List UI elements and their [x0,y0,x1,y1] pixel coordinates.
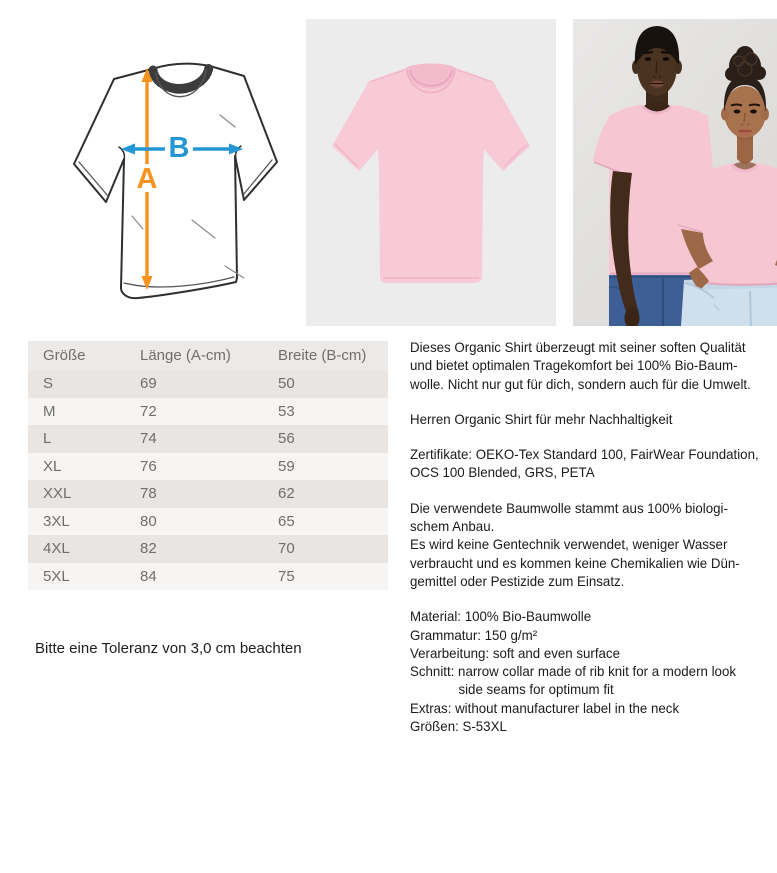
description-line: Zertifikate: OEKO-Tex Standard 100, FairWear Foundation, [410,446,759,463]
description-line: Verarbeitung: soft and even surface [410,644,620,661]
description-line: Grammatur: 150 g/m² [410,626,538,643]
description-line: Schnitt: narrow collar made of rib knit for a modern look [410,663,736,680]
size-table-header-row [28,341,388,370]
width-cell: 62 [278,485,295,503]
size-cell: M [43,402,56,420]
length-cell: 69 [140,375,157,393]
width-cell: 50 [278,375,295,393]
width-cell: 53 [278,402,295,420]
description-line: Material: 100% Bio-Baumwolle [410,608,592,625]
label-b: B [168,132,190,164]
description-line: Herren Organic Shirt für mehr Nachhaltigkeit [410,410,673,427]
size-cell: S [43,375,54,393]
width-cell: 59 [278,457,295,475]
tolerance-note: Bitte eine Toleranz von 3,0 cm beachten [35,640,302,657]
description-line: wolle. Nicht nur gut für dich, sondern auch für die Umwelt. [410,375,751,392]
description-paragraph [410,338,762,393]
length-cell: 82 [140,540,157,558]
length-cell: 72 [140,402,157,420]
width-cell: 75 [278,567,295,585]
length-cell: 78 [140,485,157,503]
description-line: gemittel oder Pestizide zum Einsatz. [410,572,625,589]
description-line: und bietet optimalen Tragekomfort bei 100% Bio-Baum- [410,357,738,374]
description-line: side seams for optimum fit [458,681,614,698]
table-row [28,563,388,591]
size-cell: 3XL [43,512,70,530]
length-cell: 80 [140,512,157,530]
description-paragraph [410,499,762,590]
column-header-length: Länge (A-cm) [140,347,231,364]
table-row [28,453,388,481]
length-cell: 74 [140,430,157,448]
length-cell: 84 [140,567,157,585]
table-row [28,535,388,563]
models-photo [573,19,777,326]
length-cell: 76 [140,457,157,475]
product-description [410,338,762,752]
tshirt-outline [74,64,277,299]
flat-shirt-graphic [306,19,556,326]
description-line: Größen: S-53XL [410,718,507,735]
table-row [28,480,388,508]
size-cell: XXL [43,485,72,503]
description-line: Dieses Organic Shirt überzeugt mit seiner soften Qualität [410,339,746,355]
size-cell: 4XL [43,540,70,558]
description-line: verbraucht und es kommen keine Chemikalien wie Dün- [410,554,740,571]
description-line: schem Anbau. [410,518,495,535]
size-diagram-panel [40,16,304,326]
table-row [28,508,388,536]
width-cell: 70 [278,540,295,558]
label-a: A [136,163,158,195]
width-cell: 65 [278,512,295,530]
table-row [28,370,388,398]
size-cell: 5XL [43,567,70,585]
size-cell: L [43,430,52,448]
flat-shirt-photo [306,19,556,326]
table-row [28,398,388,426]
description-line: OCS 100 Blended, GRS, PETA [410,464,595,481]
size-diagram-graphic [40,16,304,326]
description-paragraph [410,607,762,735]
column-header-size: Größe [43,347,86,364]
size-cell: XL [43,457,62,475]
width-cell: 56 [278,430,295,448]
size-table [28,341,388,590]
description-paragraph [410,445,762,482]
table-row [28,425,388,453]
models-graphic [573,19,777,326]
description-line: Extras: without manufacturer label in the neck [410,699,680,716]
description-paragraph [410,410,762,428]
description-line: Die verwendete Baumwolle stammt aus 100% biologi- [410,499,728,516]
description-line: Es wird keine Gentechnik verwendet, weniger Wasser [410,536,728,553]
column-header-width: Breite (B-cm) [278,347,367,364]
